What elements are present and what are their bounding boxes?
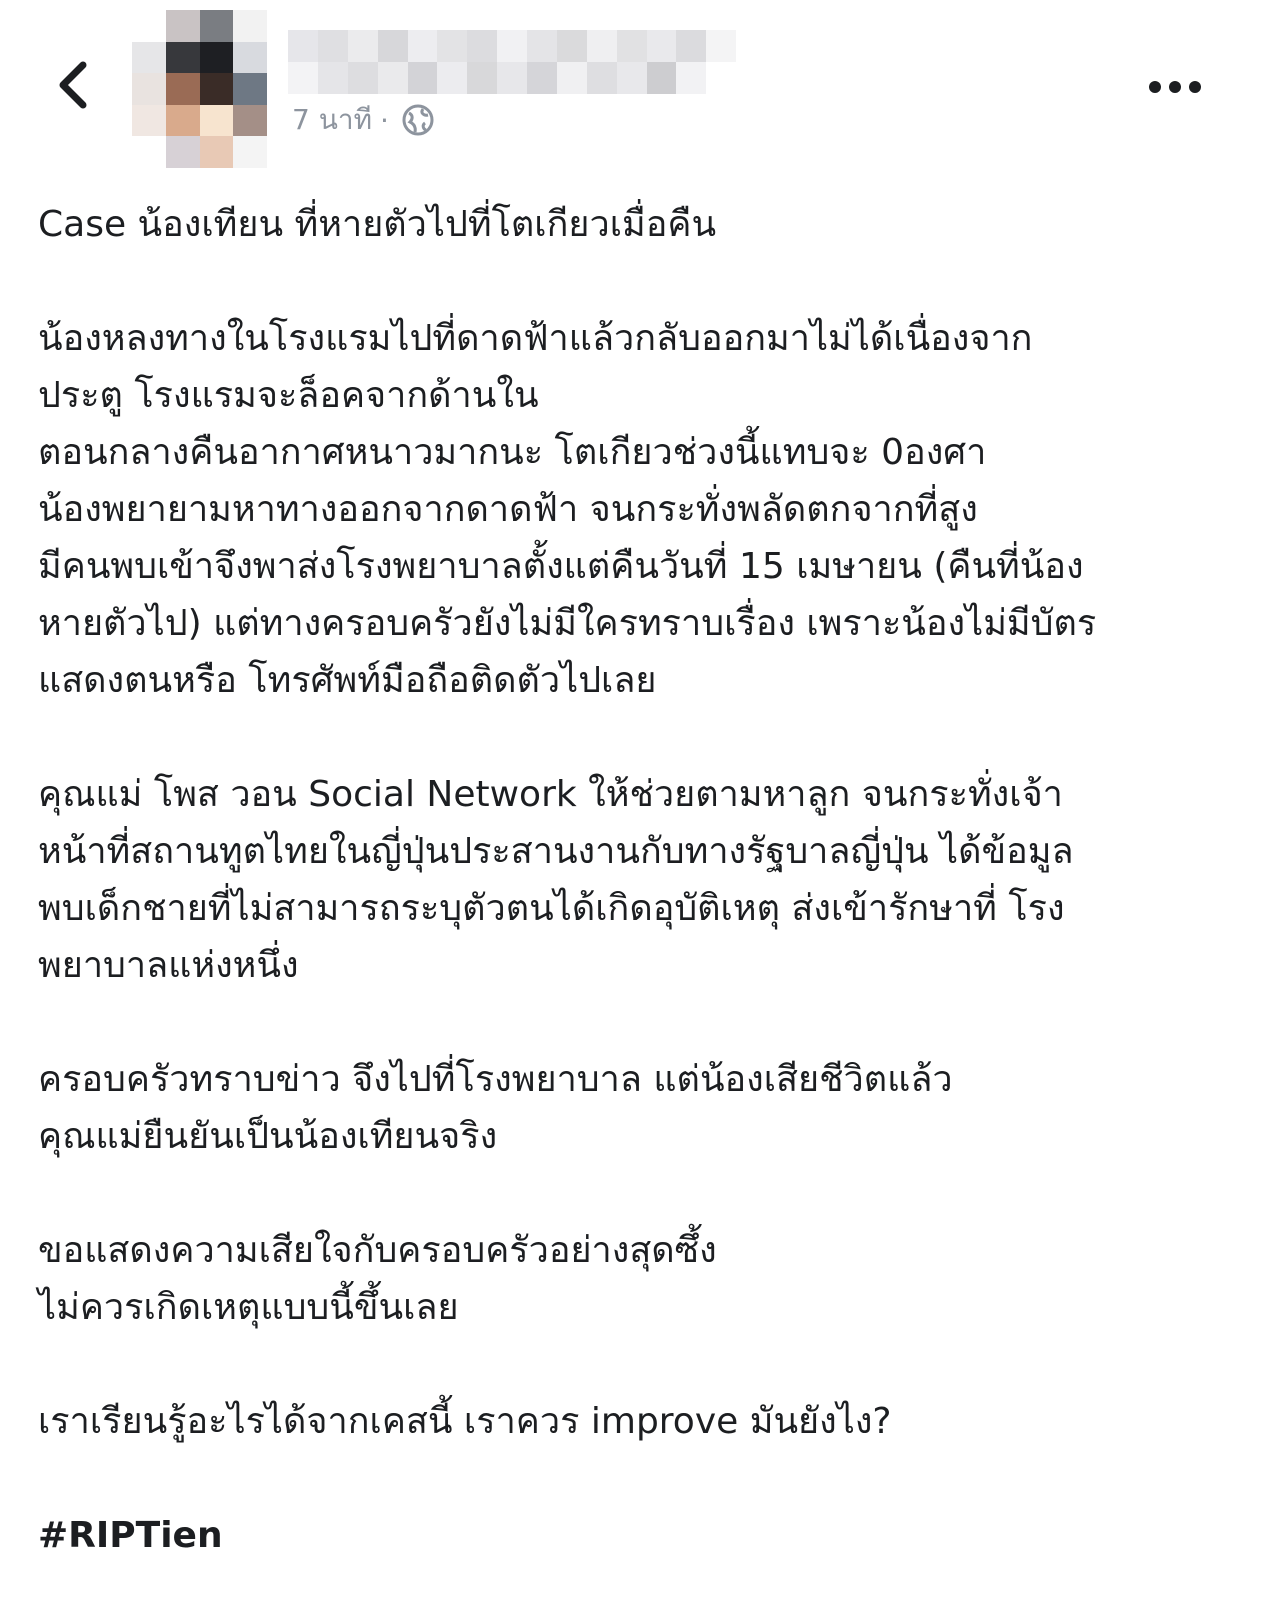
post-line: ประตู โรงแรมจะล็อคจากด้านใน [38, 375, 539, 416]
post-line: แสดงตนหรือ โทรศัพท์มือถือติดตัวไปเลย [38, 660, 657, 701]
post-line: หายตัวไป) แต่ทางครอบครัวยังไม่มีใครทราบเรื่อง เพราะน้องไม่มีบัตร [38, 603, 1097, 644]
post-line: ไม่ควรเกิดเหตุแบบนี้ขึ้นเลย [38, 1287, 459, 1328]
more-options-button[interactable] [1140, 62, 1210, 112]
hashtag-link[interactable]: #RIPTien [38, 1515, 223, 1556]
post-line: มีคนพบเข้าจึงพาส่งโรงพยาบาลตั้งแต่คืนวันที่ 15 เมษายน (คืนที่น้อง [38, 546, 1084, 587]
post-timestamp[interactable]: 7 นาที [292, 103, 373, 136]
post-line: พบเด็กชายที่ไม่สามารถระบุตัวตนได้เกิดอุบัติเหตุ ส่งเข้ารักษาที่ โรง [38, 888, 1065, 929]
post-body [38, 196, 1238, 1564]
author-name-blurred[interactable] [288, 30, 766, 94]
post-line: หน้าที่สถานทูตไทยในญี่ปุ่นประสานงานกับทางรัฐบาลญี่ปุ่น ได้ข้อมูล [38, 831, 1074, 872]
post-title-line: Case น้องเทียน ที่หายตัวไปที่โตเกียวเมื่อคืน [38, 204, 717, 245]
back-button[interactable] [48, 55, 98, 115]
post-line: ตอนกลางคืนอากาศหนาวมากนะ โตเกียวช่วงนี้แทบจะ 0องศา [38, 432, 987, 473]
meta-separator: · [380, 103, 389, 137]
post-line: น้องหลงทางในโรงแรมไปที่ดาดฟ้าแล้วกลับออกมาไม่ได้เนื่องจาก [38, 318, 1033, 359]
avatar[interactable] [132, 10, 267, 168]
post-meta [292, 100, 435, 140]
post-line: เราเรียนรู้อะไรได้จากเคสนี้ เราควร improve มันยังไง? [38, 1401, 892, 1442]
post-line: ครอบครัวทราบข่าว จึงไปที่โรงพยาบาล แต่น้องเสียชีวิตแล้ว [38, 1059, 953, 1100]
chevron-left-icon [53, 60, 93, 110]
post-header [0, 0, 1280, 180]
post-line: คุณแม่ โพส วอน Social Network ให้ช่วยตามหาลูก จนกระทั่งเจ้า [38, 774, 1063, 815]
ellipsis-icon [1147, 79, 1203, 95]
globe-icon[interactable] [401, 103, 435, 137]
post-line: น้องพยายามหาทางออกจากดาดฟ้า จนกระทั่งพลัดตกจากที่สูง [38, 489, 978, 530]
post-line: คุณแม่ยืนยันเป็นน้องเทียนจริง [38, 1116, 498, 1157]
post-line: ขอแสดงความเสียใจกับครอบครัวอย่างสุดซึ้ง [38, 1230, 717, 1271]
post-line: พยาบาลแห่งหนึ่ง [38, 945, 299, 986]
